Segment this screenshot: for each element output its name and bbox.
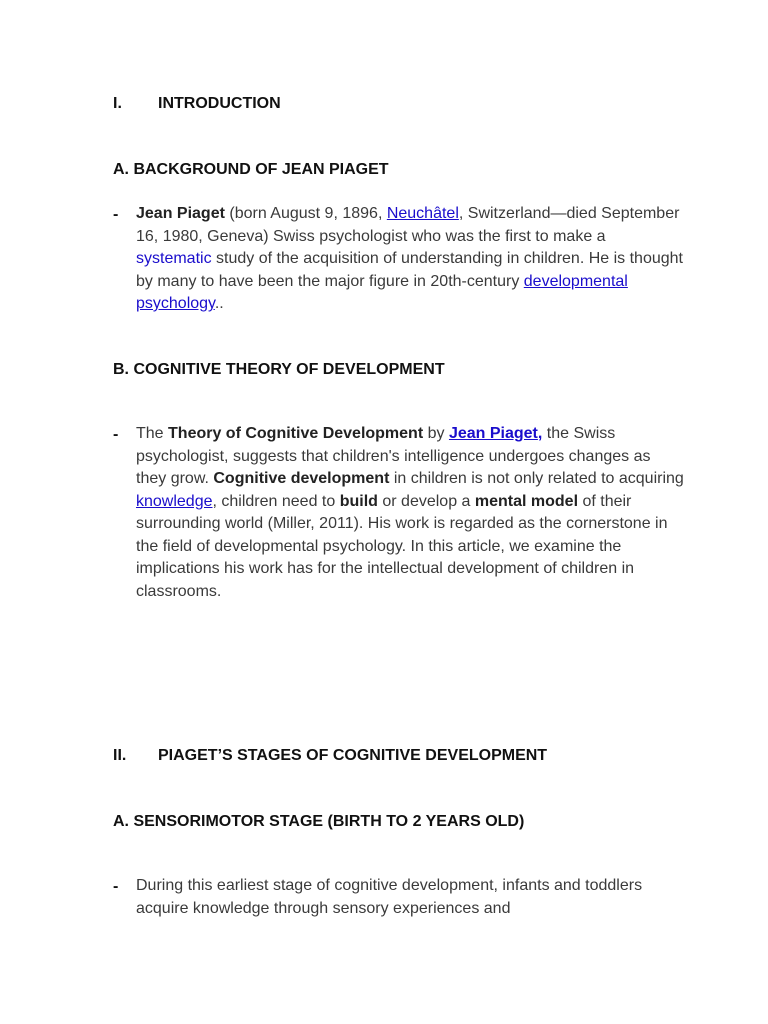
section-number: I.: [113, 95, 122, 112]
text-span: or develop a: [377, 492, 475, 510]
section-title: PIAGET’S STAGES OF COGNITIVE DEVELOPMENT: [158, 747, 548, 764]
bullet-marker: -: [113, 426, 119, 443]
bold-text: Theory of Cognitive Development: [168, 425, 424, 442]
text-span: the Swiss psychologist, suggests that children's intelligence undergoes changes as they grow.: [136, 425, 651, 487]
subheading-background: A. BACKGROUND OF JEAN PIAGET: [113, 161, 389, 178]
text-span: ..: [214, 295, 224, 312]
text-span: The: [136, 425, 169, 442]
section-number: II.: [113, 747, 127, 764]
text-span: study of the acquisition of understanding in children. He is thought by many to have been the major figure in 20th-century: [136, 250, 683, 290]
text-span: , Switzerland—died September 16, 1980, Geneva) Swiss psychologist who was the first to make a: [136, 205, 680, 245]
text-span: in children is not only related to acquiring: [389, 470, 684, 487]
bold-text: Cognitive development: [213, 470, 390, 487]
section-heading-introduction: [113, 94, 281, 114]
link-neuchatel[interactable]: Neuchâtel: [386, 205, 459, 222]
paragraph-sensorimotor: During this earliest stage of cognitive development, infants and toddlers acquire knowledge through sensory experiences and: [136, 877, 643, 917]
link-knowledge[interactable]: knowledge: [136, 492, 213, 510]
bold-text: Jean Piaget: [136, 205, 225, 222]
section-heading-stages: [113, 746, 547, 766]
section-title: INTRODUCTION: [158, 95, 281, 112]
bold-text: ,: [537, 425, 543, 442]
link-developmental-psychology[interactable]: developmental psychology: [136, 272, 628, 312]
text-span: (born August 9, 1896,: [224, 205, 387, 222]
link-systematic[interactable]: systematic: [136, 250, 212, 267]
text-span: by: [423, 425, 449, 442]
bold-text: mental model: [474, 492, 579, 510]
paragraph-jean-piaget: [136, 203, 684, 316]
subheading-sensorimotor: A. SENSORIMOTOR STAGE (BIRTH TO 2 YEARS OLD): [113, 813, 525, 830]
text-span: , children need to: [212, 492, 340, 510]
bold-text: build: [339, 492, 378, 510]
bullet-marker: -: [113, 878, 119, 895]
link-jean-piaget[interactable]: Jean Piaget: [448, 425, 538, 442]
text-span: of their surrounding world (Miller, 2011). His work is regarded as the cornerstone in the field of developmental psychology. In this article, we examine the implications his work has for the intellectual development of children in classrooms.: [136, 492, 668, 600]
paragraph-cognitive-theory: [136, 423, 684, 603]
bullet-marker: -: [113, 206, 119, 223]
subheading-cognitive-theory: B. COGNITIVE THEORY OF DEVELOPMENT: [113, 361, 445, 378]
